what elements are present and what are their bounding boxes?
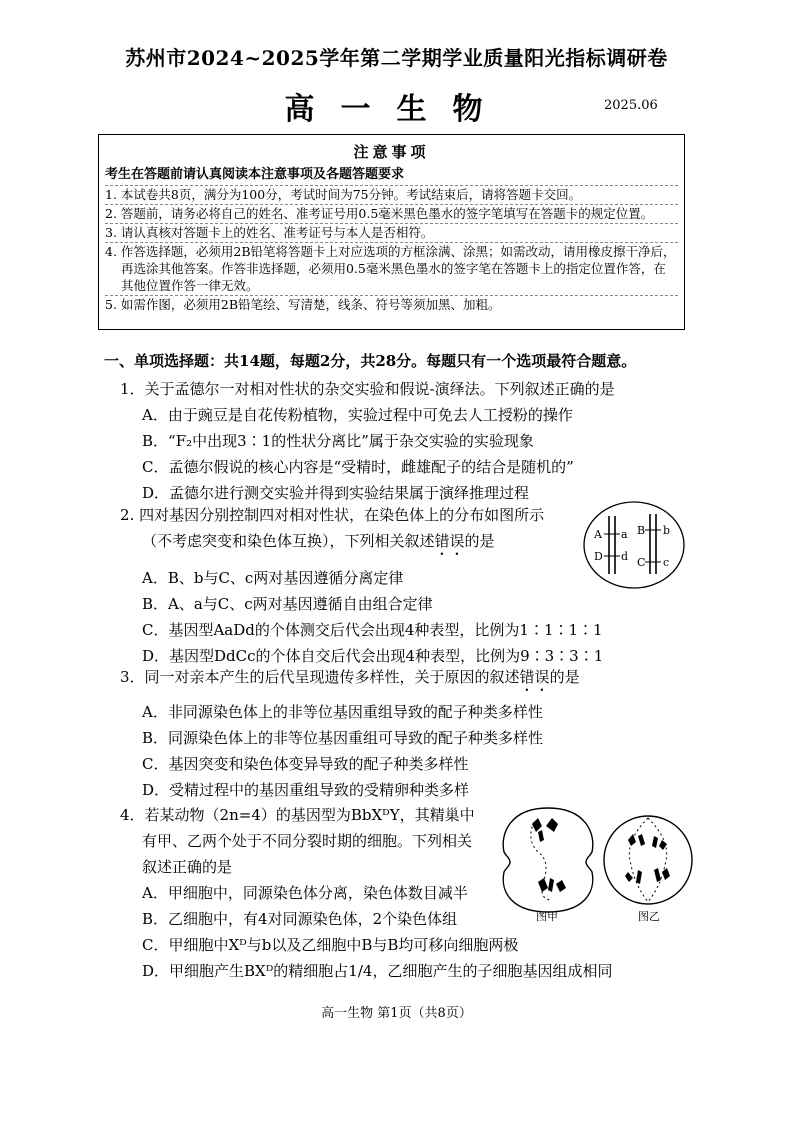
figure-label: 图乙 — [638, 910, 660, 923]
question-1 — [120, 376, 615, 506]
option-c: C．甲细胞中Xᴰ与b以及乙细胞中B与B均可移向细胞两极 — [142, 936, 519, 954]
option-b: B．“F₂中出现3∶1的性状分离比”属于杂交实验的实验现象 — [142, 432, 534, 450]
gene-label: D — [594, 550, 603, 563]
stem-text: 的是 — [464, 532, 495, 550]
question-stem: 2. 四对基因分别控制四对相对性状，在染色体上的分布如图所示 — [120, 506, 545, 524]
cell-diagrams — [498, 800, 694, 926]
question-stem-cont: 有甲、乙两个处于不同分裂时期的细胞。下列相关 — [142, 832, 473, 850]
stem-text: 的是 — [549, 668, 580, 686]
question-stem — [120, 664, 580, 695]
chromosome-diagram — [582, 500, 686, 590]
page-footer: 高一生物 第1页（共8页） — [321, 1006, 472, 1021]
question-stem-cont: 叙述正确的是 — [142, 858, 233, 876]
notice-item: 3. 请认真核对答题卡上的姓名、准考证号与本人是否相符。 — [105, 223, 678, 241]
emphasis-text: 错误 — [434, 532, 465, 550]
option-d: D．孟德尔进行测交实验并得到实验结果属于演绎推理过程 — [142, 484, 530, 502]
question-stem: 1．关于孟德尔一对相对性状的杂交实验和假说-演绎法。下列叙述正确的是 — [120, 380, 615, 398]
notice-title: 注意事项 — [353, 143, 430, 161]
notice-item: 1. 本试卷共8页，满分为100分，考试时间为75分钟。考试结束后，请将答题卡交回。 — [105, 185, 678, 203]
notice-box — [98, 134, 685, 330]
option-d: D．甲细胞产生BXᴰ的精细胞占1/4，乙细胞产生的子细胞基因组成相同 — [142, 962, 613, 980]
section-heading: 一、单项选择题：共14题，每题2分，共28分。每题只有一个选项最符合题意。 — [104, 352, 637, 370]
option-a: A．非同源染色体上的非等位基因重组导致的配子种类多样性 — [142, 703, 543, 721]
option-d: D．受精过程中的基因重组导致的受精卵种类多样 — [142, 781, 470, 799]
gene-label: c — [663, 556, 670, 569]
notice-intro: 考生在答题前请认真阅读本注意事项及各题答题要求 — [105, 167, 405, 182]
notice-item: 5. 如需作图，必须用2B铅笔绘、写清楚，线条、符号等须加黑、加粗。 — [105, 295, 678, 313]
subject-title: 高一生物 — [284, 92, 509, 127]
gene-label: a — [621, 528, 628, 541]
option-c: C．基因型AaDd的个体测交后代会出现4种表型，比例为1∶1∶1∶1 — [142, 621, 603, 639]
option-a: A．甲细胞中，同源染色体分离，染色体数目减半 — [142, 884, 468, 902]
emphasis-text: 错误 — [519, 668, 550, 686]
gene-label: B — [637, 524, 646, 537]
question-stem-cont — [120, 528, 603, 559]
option-c: C．基因突变和染色体变异导致的配子种类多样性 — [142, 755, 469, 773]
option-a: A．B、b与C、c两对基因遵循分离定律 — [142, 569, 404, 587]
option-b: B．乙细胞中，有4对同源染色体，2个染色体组 — [142, 910, 458, 928]
figure-label: 图甲 — [536, 910, 558, 923]
gene-label: b — [663, 524, 671, 537]
gene-label: A — [594, 528, 602, 541]
exam-date: 2025.06 — [604, 98, 658, 113]
question-2 — [120, 502, 603, 669]
notice-item: 4. 作答选择题，必须用2B铅笔将答题卡上对应选项的方框涂满、涂黑；如需改动，请用橡皮擦干净后，再选涂其他答案。作答非选择题，必须用0.5毫米黑色墨水的签字笔在答题卡上的指定位置作答，在其他位置作答一律无效。 — [105, 242, 678, 294]
question-stem: 4．若某动物（2n=4）的基因型为BbXᴰY，其精巢中 — [120, 806, 475, 824]
option-b: B．A、a与C、c两对基因遵循自由组合定律 — [142, 595, 433, 613]
cell-figure-group — [498, 800, 694, 926]
option-c: C．孟德尔假说的核心内容是“受精时，雌雄配子的结合是随机的” — [142, 458, 574, 476]
question-3 — [120, 664, 580, 803]
stem-text: 3．同一对亲本产生的后代呈现遗传多样性，关于原因的叙述 — [120, 668, 520, 686]
option-a: A．由于豌豆是自花传粉植物，实验过程中可免去人工授粉的操作 — [142, 406, 573, 424]
gene-label: d — [621, 550, 629, 563]
stem-text: （不考虑突变和染色体互换），下列相关叙述 — [142, 532, 435, 550]
notice-item: 2. 答题前，请务必将自己的姓名、准考证号用0.5毫米黑色墨水的签字笔填写在答题卡的规定位置。 — [105, 204, 678, 222]
chromosome-figure — [582, 500, 686, 590]
page-title: 苏州市2024~2025学年第二学期学业质量阳光指标调研卷 — [125, 46, 668, 70]
option-b: B．同源染色体上的非等位基因重组可导致的配子种类多样性 — [142, 729, 544, 747]
option-d: D．基因型DdCc的个体自交后代会出现4种表型，比例为9∶3∶3∶1 — [142, 647, 604, 665]
gene-label: C — [637, 556, 646, 569]
